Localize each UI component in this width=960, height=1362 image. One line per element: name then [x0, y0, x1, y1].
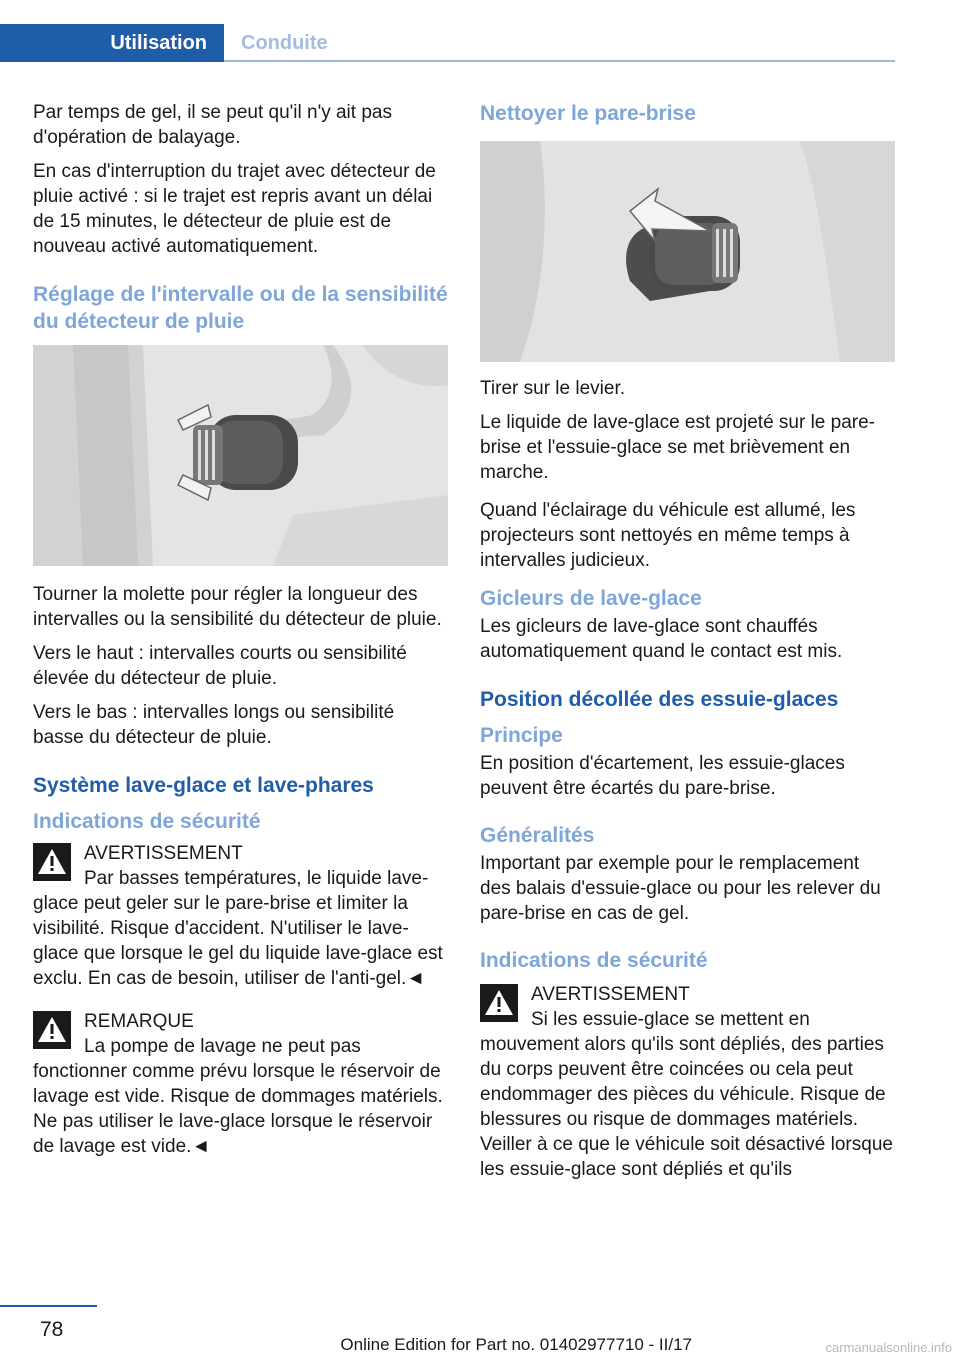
- tab-conduite[interactable]: Conduite: [224, 24, 895, 62]
- paragraph-haut: Vers le haut : intervalles courts ou sensibilité élevée du détecteur de pluie.: [33, 643, 407, 689]
- heading-gicleurs: Gicleurs de lave-glace: [480, 587, 702, 610]
- paragraph-bas: Vers le bas : intervalles longs ou sensibilité basse du détecteur de pluie.: [33, 702, 395, 748]
- paragraph-tourner: Tourner la molette pour régler la longueur des intervalles ou la sensibilité du détecteur de pluie.: [33, 584, 442, 630]
- paragraph-gel: Par temps de gel, il se peut qu'il n'y ait pas d'opération de balayage.: [33, 102, 392, 148]
- page-number: 78: [40, 1318, 64, 1341]
- paragraph-gicleurs: Les gicleurs de lave-glace sont chauffés automatiquement quand le contact est mis.: [480, 616, 843, 662]
- lever-wheel-icon: [33, 345, 448, 566]
- right-column: [480, 100, 895, 1182]
- heading-indications-left: Indications de sécurité: [33, 810, 261, 833]
- footer-site-watermark: carmanualsonline.info: [825, 1340, 952, 1355]
- heading-systeme: Système lave-glace et lave-phares: [33, 774, 374, 797]
- chapter-tabs: [0, 24, 895, 62]
- warning-block-1: [33, 841, 448, 991]
- warning-label-1: AVERTISSEMENT: [84, 843, 243, 864]
- paragraph-liquide: Le liquide de lave-glace est projeté sur le pare-brise et l'essuie-glace se met brièvement en marche.: [480, 412, 876, 483]
- left-column: [33, 100, 448, 1159]
- footer-rule: [0, 1305, 97, 1307]
- warning-body-1: Par basses températures, le liquide lave-glace peut geler sur le pare-brise et limiter la visibilité. Risque d'accident. N'utiliser le lave-glace que lorsque le gel du liquide lave-glace est exclu. En cas de besoin, utiliser de l'anti-gel.◄: [33, 868, 443, 989]
- tab-utilisation[interactable]: Utilisation: [0, 24, 224, 62]
- heading-generalites: Généralités: [480, 824, 595, 847]
- paragraph-interruption: En cas d'interruption du trajet avec détecteur de pluie activé : si le trajet est repris avant un délai de 15 minutes, le détecteur de pluie est de nouveau activé automatiquement.: [33, 161, 436, 257]
- warning-block-2: [33, 1009, 448, 1159]
- paragraph-principe: En position d'écartement, les essuie-glaces peuvent être écartés du pare-brise.: [480, 753, 845, 799]
- warning-triangle-icon: [480, 984, 518, 1022]
- footer-edition: Online Edition for Part no. 01402977710 - II/17: [340, 1335, 692, 1354]
- heading-reglage: Réglage de l'intervalle ou de la sensibilité du détecteur de pluie: [33, 283, 448, 333]
- warning-triangle-icon: [33, 1011, 71, 1049]
- lever-pull-icon: [480, 141, 895, 362]
- heading-principe: Principe: [480, 724, 563, 747]
- warning-triangle-icon: [33, 843, 71, 881]
- heading-nettoyer: Nettoyer le pare-brise: [480, 102, 696, 125]
- warning-text-1: [33, 866, 448, 991]
- warning-text-2: [33, 1034, 448, 1159]
- warning-label-2: REMARQUE: [84, 1011, 194, 1032]
- warning-block-3: [480, 982, 895, 1182]
- paragraph-eclairage: Quand l'éclairage du véhicule est allumé, les projecteurs sont nettoyés en même temps à intervalles judicieux.: [480, 500, 856, 571]
- warning-body-2: La pompe de lavage ne peut pas fonctionner comme prévu lorsque le réservoir de lavage est vide. Risque de dommages matériels. Ne pas utiliser le lave-glace lorsque le réservoir de lavage est vide.◄: [33, 1036, 443, 1157]
- heading-position: Position décollée des essuie-glaces: [480, 688, 839, 711]
- paragraph-generalites: Important par exemple pour le remplacement des balais d'essuie-glace ou pour les relever du pare-brise en cas de gel.: [480, 853, 881, 924]
- washer-lever-illustration: [480, 141, 895, 362]
- rain-sensor-wheel-illustration: [33, 345, 448, 566]
- warning-body-3: Si les essuie-glace se mettent en mouvement alors qu'ils sont dépliés, des parties du corps peuvent être coincées ou cela peut endommager des pièces du véhicule. Risque de blessures ou risque de dommages matériels. Veiller à ce que le véhicule soit désactivé lorsque les essuie-glace sont dépliés et qu'ils: [480, 1009, 893, 1180]
- heading-indications-right: Indications de sécurité: [480, 949, 708, 972]
- paragraph-tirer: Tirer sur le levier.: [480, 378, 625, 399]
- warning-text-3: [480, 1007, 895, 1182]
- warning-label-3: AVERTISSEMENT: [531, 984, 690, 1005]
